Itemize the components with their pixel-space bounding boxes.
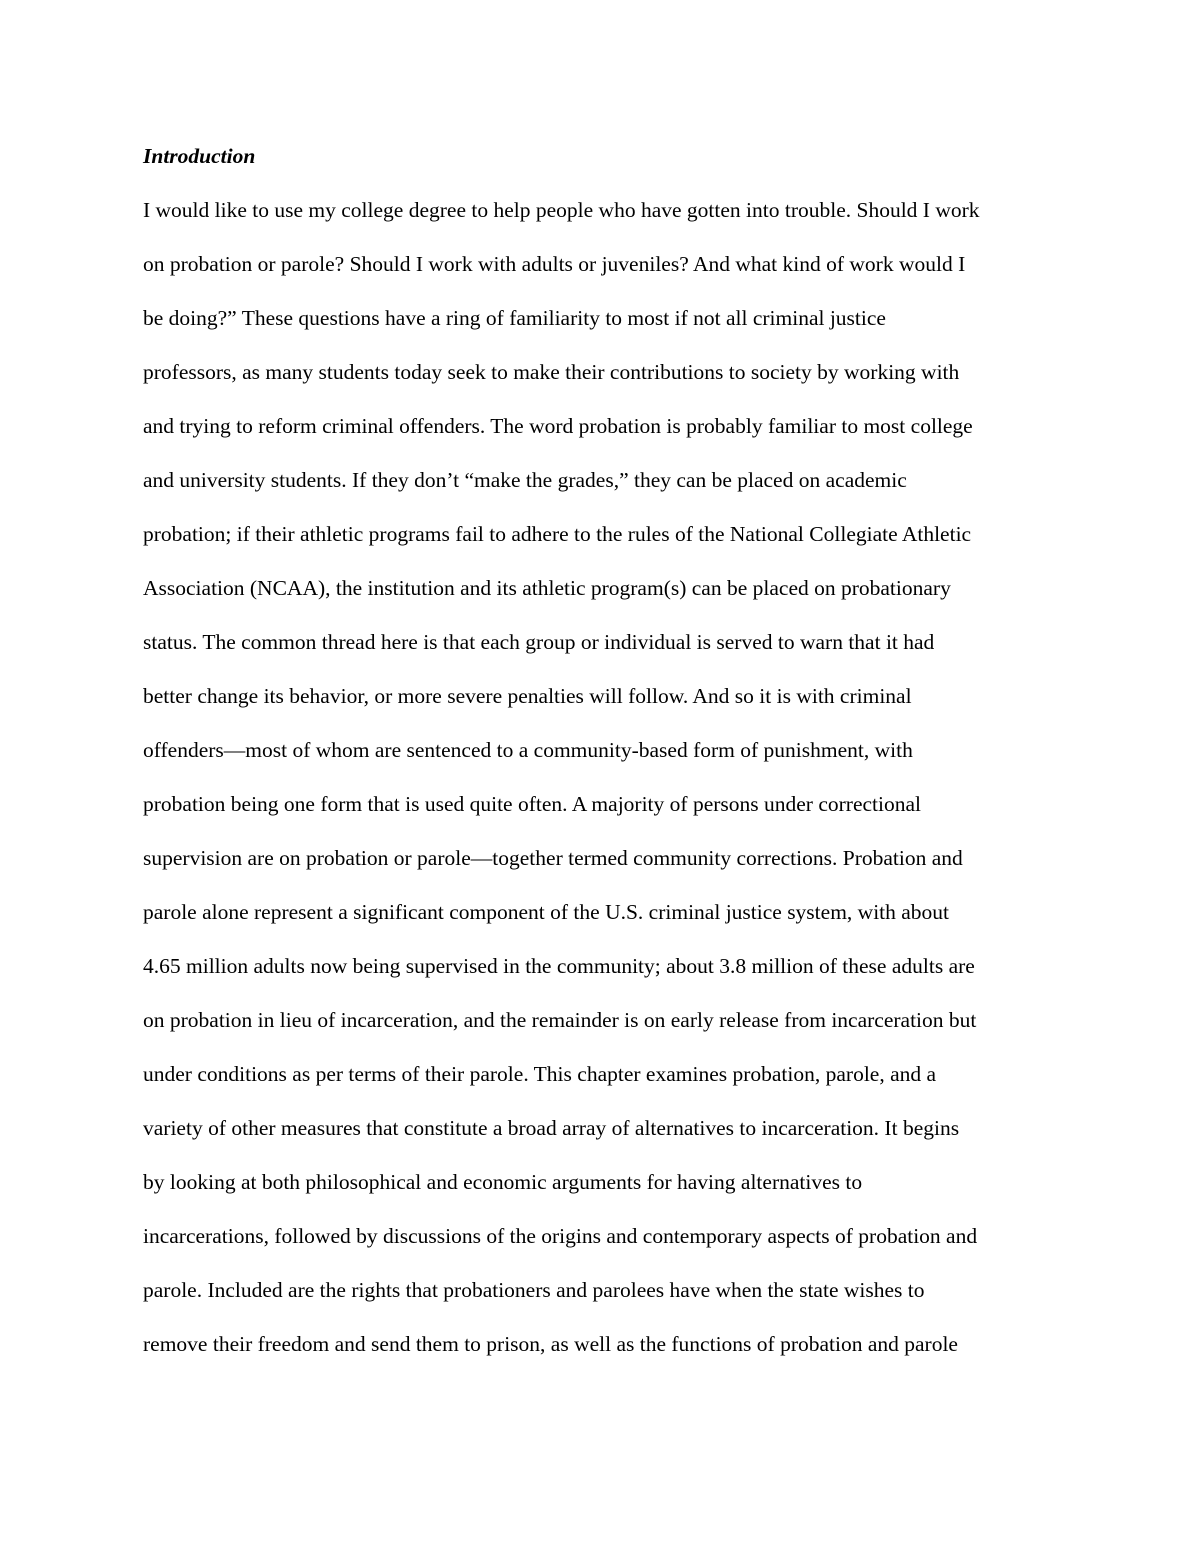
text-line: professors, as many students today seek to make their contributions to society by working with	[143, 360, 960, 384]
text-line: 4.65 million adults now being supervised in the community; about 3.8 million of these adults are	[143, 954, 975, 978]
text-line: better change its behavior, or more severe penalties will follow. And so it is with criminal	[143, 684, 912, 708]
text-line: supervision are on probation or parole—together termed community corrections. Probation and	[143, 846, 963, 870]
text-line: parole alone represent a significant component of the U.S. criminal justice system, with about	[143, 900, 950, 924]
text-line: Association (NCAA), the institution and its athletic program(s) can be placed on probationary	[143, 576, 951, 600]
text-line: be doing?” These questions have a ring of familiarity to most if not all criminal justice	[143, 306, 886, 330]
text-line: parole. Included are the rights that probationers and parolees have when the state wishes to	[143, 1278, 925, 1302]
text-line: incarcerations, followed by discussions of the origins and contemporary aspects of probation and	[143, 1224, 978, 1248]
text-line: by looking at both philosophical and economic arguments for having alternatives to	[143, 1170, 863, 1194]
text-line: under conditions as per terms of their parole. This chapter examines probation, parole, and a	[143, 1062, 937, 1086]
text-line: and university students. If they don’t “make the grades,” they can be placed on academic	[143, 468, 907, 492]
text-line: probation being one form that is used quite often. A majority of persons under correctional	[143, 792, 921, 816]
text-line: and trying to reform criminal offenders. The word probation is probably familiar to most college	[143, 414, 973, 438]
text-line: on probation in lieu of incarceration, and the remainder is on early release from incarceration but	[143, 1008, 977, 1032]
text-line: status. The common thread here is that each group or individual is served to warn that it had	[143, 630, 935, 654]
text-line: on probation or parole? Should I work with adults or juveniles? And what kind of work would I	[143, 252, 966, 276]
text-line: probation; if their athletic programs fail to adhere to the rules of the National Collegiate Athletic	[143, 522, 972, 546]
text-line: I would like to use my college degree to help people who have gotten into trouble. Should I work	[143, 198, 980, 222]
section-heading: Introduction	[143, 144, 256, 168]
text-line: remove their freedom and send them to prison, as well as the functions of probation and parole	[143, 1332, 958, 1356]
body-paragraph	[143, 194, 1103, 1382]
text-line: offenders—most of whom are sentenced to a community-based form of punishment, with	[143, 738, 913, 762]
text-line: variety of other measures that constitute a broad array of alternatives to incarceration. It begins	[143, 1116, 960, 1140]
